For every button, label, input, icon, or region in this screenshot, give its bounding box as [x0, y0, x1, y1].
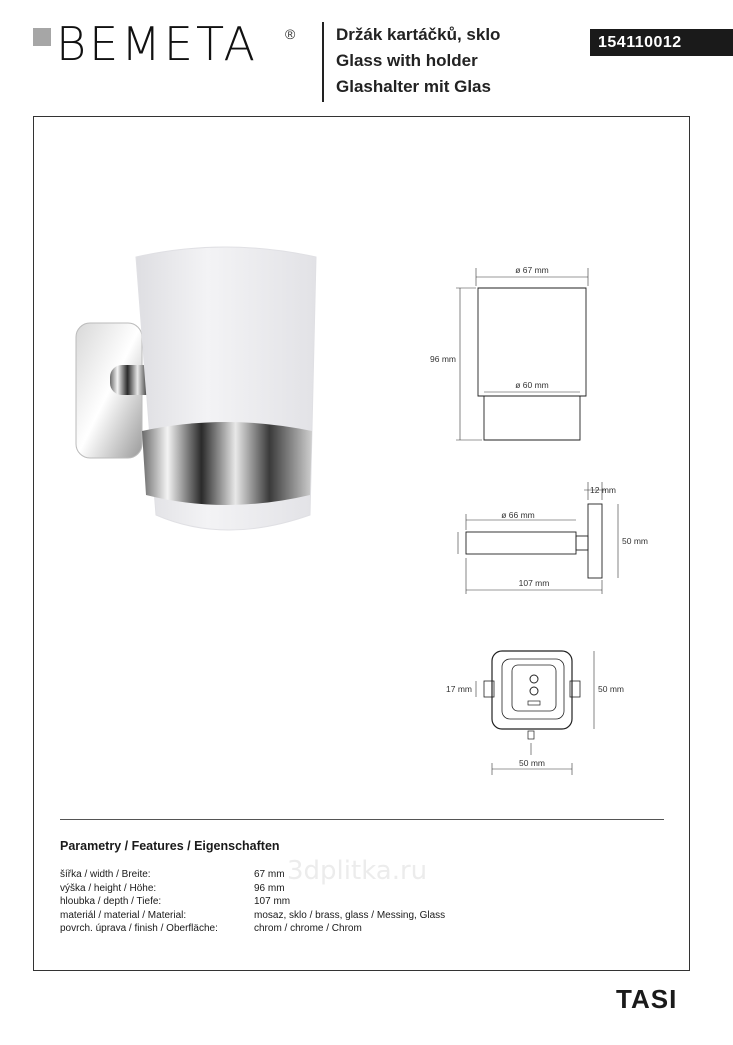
spec-label: povrch. úprava / finish / Oberfläche:: [60, 923, 218, 934]
front-top-diameter-label: ø 67 mm: [515, 265, 549, 275]
back-height-label: 50 mm: [598, 684, 624, 694]
registered-mark: ®: [285, 26, 296, 42]
spec-value: 67 mm: [254, 869, 285, 880]
side-plate: [588, 504, 602, 578]
spec-label: šířka / width / Breite:: [60, 869, 151, 880]
side-view-drawing: [420, 480, 660, 595]
spec-row: [60, 868, 445, 882]
back-width-label: 50 mm: [519, 758, 545, 768]
holder-ring: [142, 422, 312, 505]
spec-value: 96 mm: [254, 882, 285, 894]
header-divider: [322, 22, 324, 102]
brand-logo: BEMETA: [56, 17, 258, 71]
front-bottom-diameter-label: ø 60 mm: [515, 380, 549, 390]
back-view-drawing: [440, 645, 640, 775]
spec-value: 107 mm: [254, 896, 291, 907]
watermark: 3dplitka.ru: [287, 856, 428, 886]
side-plate-height-label: 50 mm: [622, 536, 648, 546]
front-view-drawing: [420, 260, 620, 450]
side-total-depth-label: 107 mm: [518, 578, 550, 588]
features-list: [60, 868, 445, 936]
title-de: Glashalter mit Glas: [336, 77, 491, 96]
spec-value: mosaz, sklo / brass, glass / Messing, Glass: [254, 909, 446, 921]
side-plate-depth-label: 12 mm: [590, 485, 616, 495]
spec-row: [60, 922, 445, 936]
spec-label: hloubka / depth / Tiefe:: [60, 896, 162, 907]
spec-label: výška / height / Höhe:: [60, 882, 157, 894]
product-code-badge: 154110012: [590, 29, 733, 56]
features-divider: [60, 819, 664, 820]
front-height-label: 96 mm: [430, 354, 456, 364]
spec-row: [60, 882, 445, 896]
title-cz: Držák kartáčků, sklo: [336, 25, 501, 44]
spec-value: chrom / chrome / Chrom: [254, 923, 362, 934]
spec-row: [60, 895, 445, 909]
back-offset-label: 17 mm: [446, 684, 472, 694]
logo-square-mark: [33, 28, 51, 46]
side-diameter-label: ø 66 mm: [501, 510, 535, 520]
spec-label: materiál / material / Material:: [60, 909, 187, 921]
spec-row: [60, 909, 445, 923]
product-titles: [336, 22, 500, 100]
features-heading: Parametry / Features / Eigenschaften: [60, 839, 280, 853]
series-name: TASI: [616, 984, 678, 1014]
title-en: Glass with holder: [336, 51, 478, 70]
product-photo: [70, 235, 330, 555]
